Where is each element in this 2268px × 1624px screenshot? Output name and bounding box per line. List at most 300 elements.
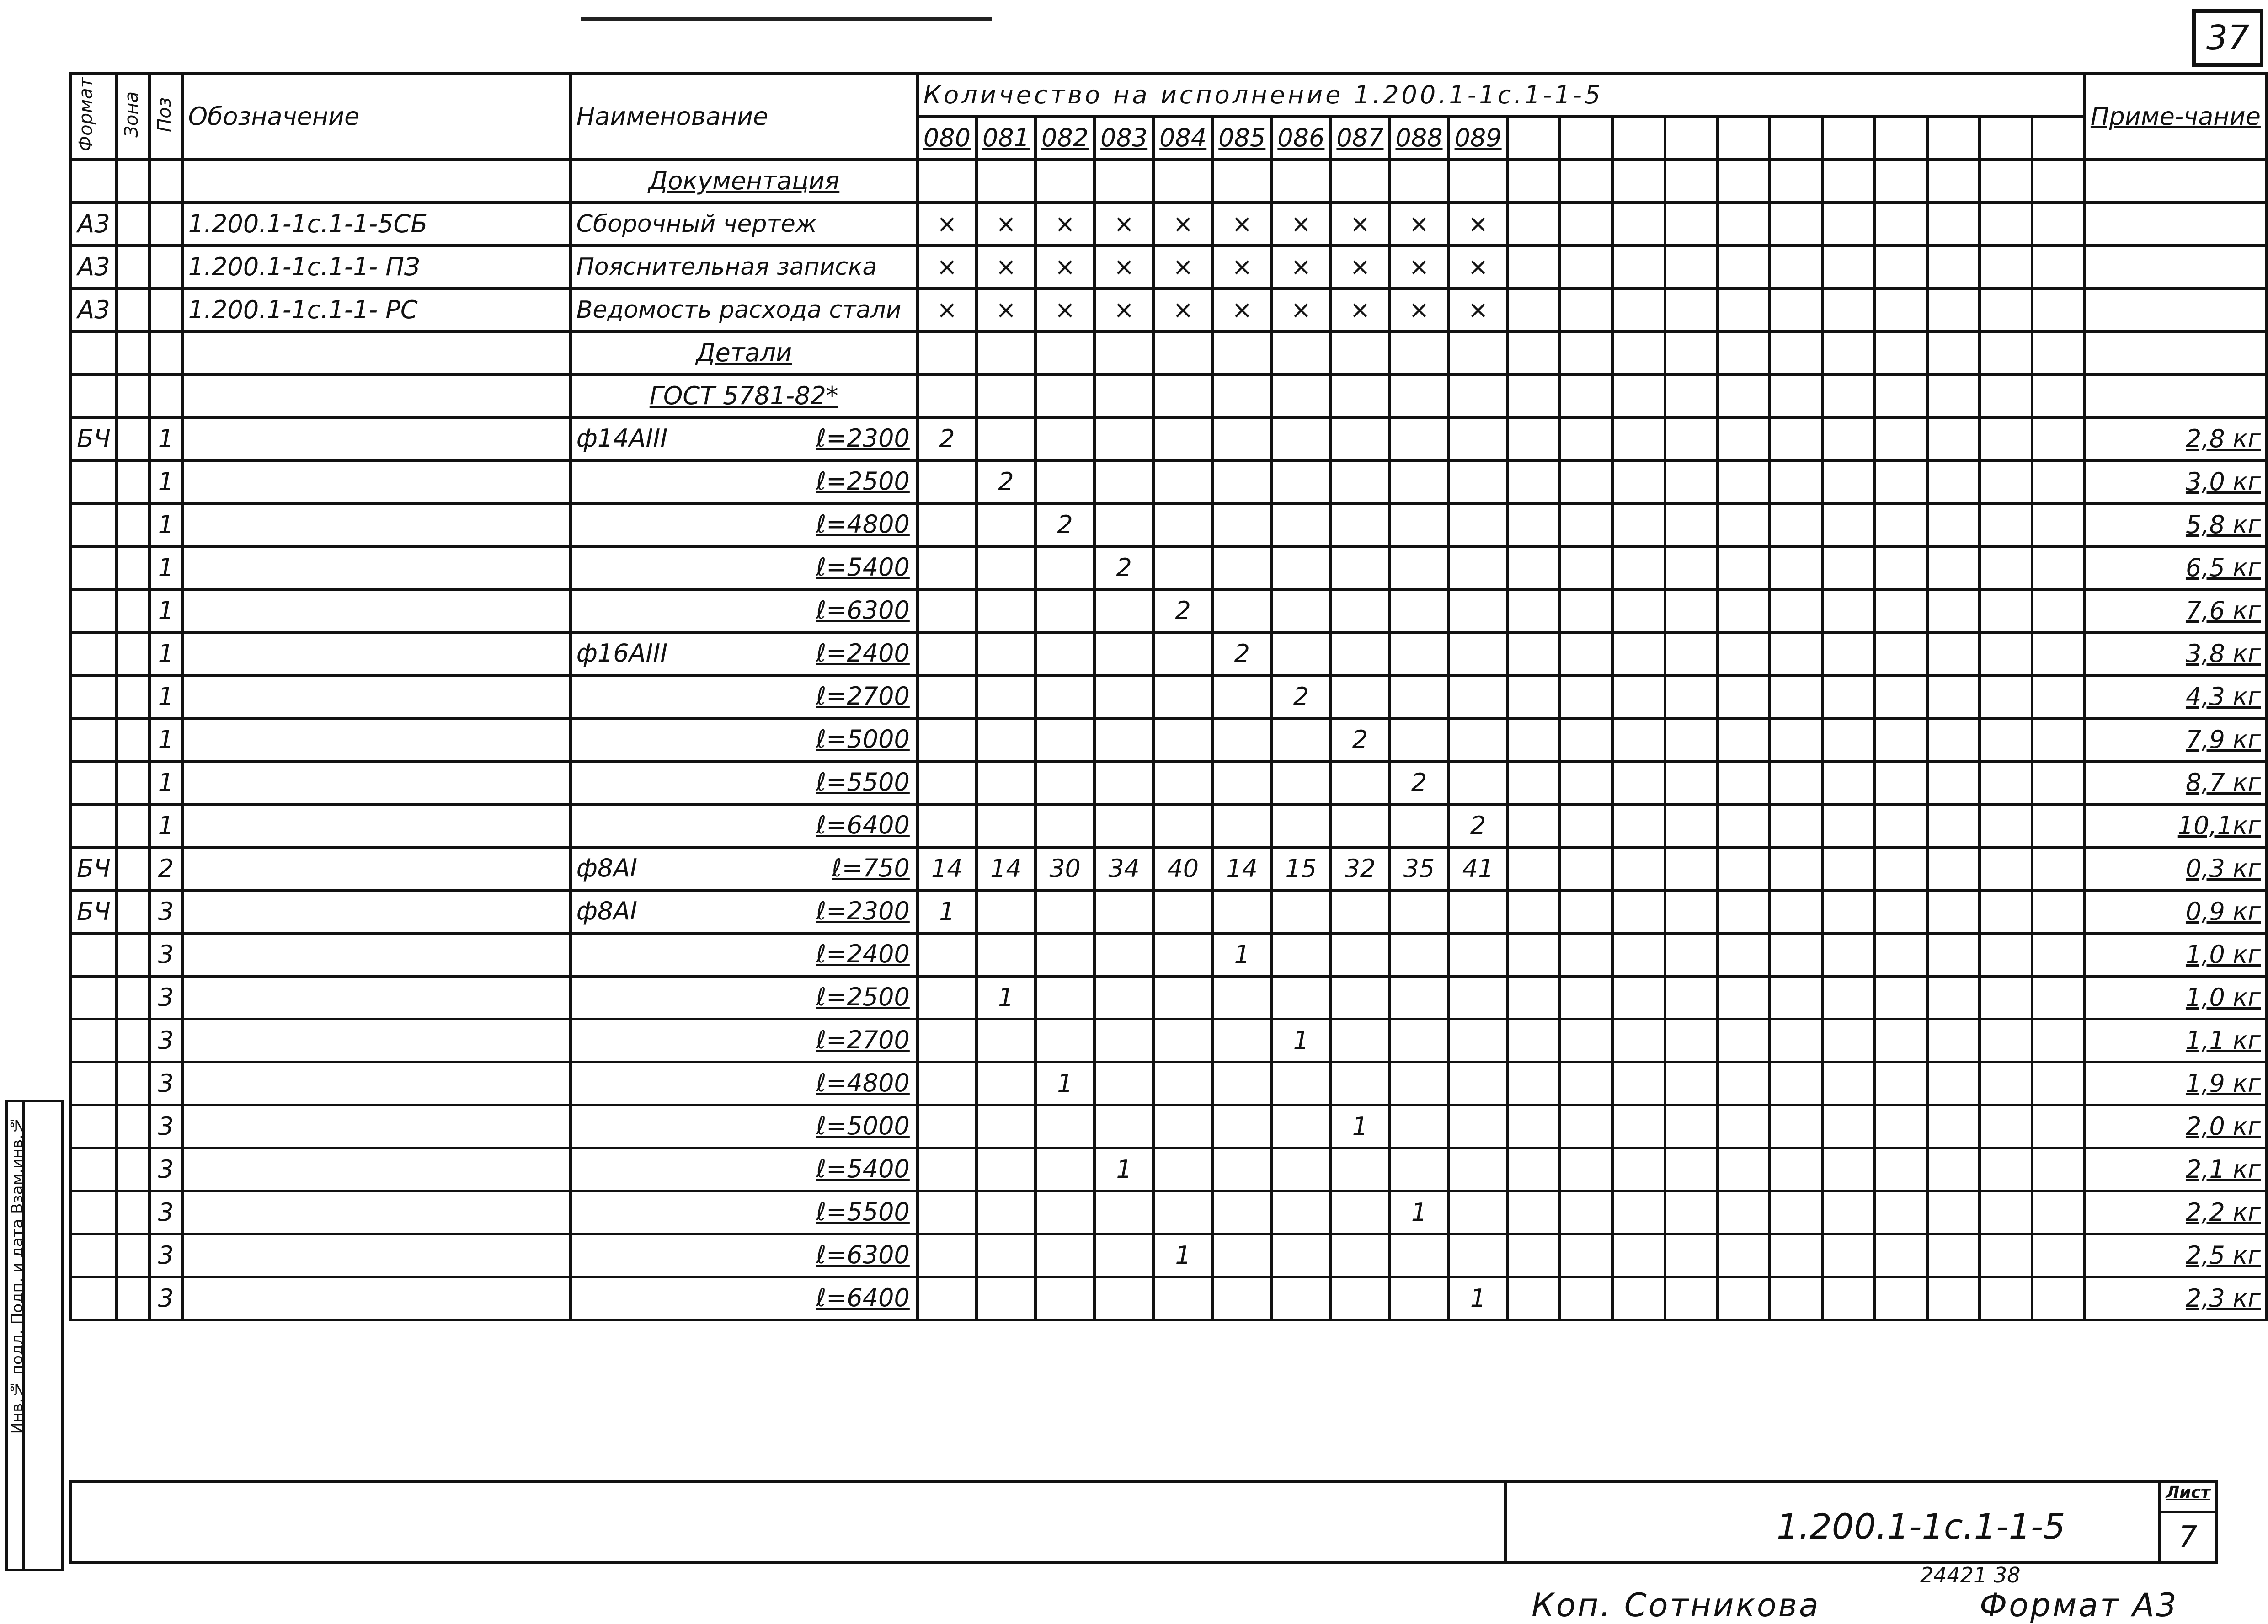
quantity-cell (1212, 718, 1271, 761)
quantity-cell (1980, 417, 2032, 460)
quantity-cell (1330, 976, 1389, 1019)
designation-cell (182, 503, 571, 546)
quantity-cell (1822, 503, 1875, 546)
format-cell: БЧ (71, 847, 117, 890)
document-code: 1.200.1-1с.1-1-5 (1777, 1506, 2065, 1547)
designation-cell (182, 1148, 571, 1191)
quantity-cell (1980, 847, 2032, 890)
quantity-cell (2032, 160, 2085, 203)
quantity-cell (1212, 331, 1271, 374)
quantity-cell (1508, 374, 1560, 417)
quantity-cell (1330, 1148, 1389, 1191)
quantity-cell (1980, 1234, 2032, 1277)
quantity-cell (1770, 546, 1822, 589)
quantity-cell (1212, 976, 1271, 1019)
quantity-cell (1560, 1191, 1612, 1234)
bar-length: ℓ=6400 (816, 811, 910, 839)
quantity-cell (1035, 1148, 1094, 1191)
pos-cell: 3 (149, 1277, 182, 1320)
quantity-cell (1612, 589, 1665, 632)
quantity-cell (1389, 632, 1448, 675)
quantity-cell (1875, 246, 1927, 288)
quantity-cell (1330, 589, 1389, 632)
quantity-cell (1560, 1019, 1612, 1062)
table-row (71, 417, 2267, 460)
quantity-cell (1094, 1062, 1153, 1105)
quantity-cell (918, 976, 977, 1019)
quantity-cell (1330, 675, 1389, 718)
quantity-cell (1330, 1277, 1389, 1320)
bar-length: ℓ=5400 (816, 553, 910, 582)
zone-cell (117, 976, 149, 1019)
quantity-cell (1271, 1148, 1330, 1191)
quantity-cell (2032, 374, 2085, 417)
format-cell (71, 503, 117, 546)
quantity-cell: 2 (1212, 632, 1271, 675)
zone-cell (117, 1062, 149, 1105)
quantity-cell (2032, 460, 2085, 503)
quantity-cell (1094, 503, 1153, 546)
bar-length: ℓ=4800 (816, 1068, 910, 1097)
quantity-cell: × (1271, 288, 1330, 331)
variant-header: 080 (918, 117, 977, 160)
quantity-cell (1153, 374, 1212, 417)
quantity-cell (1035, 1277, 1094, 1320)
format-cell: А3 (71, 288, 117, 331)
quantity-cell (1770, 246, 1822, 288)
quantity-cell (1822, 1277, 1875, 1320)
format-cell (71, 331, 117, 374)
archive-number: 24421 38 (1920, 1563, 2021, 1587)
quantity-cell (1875, 1019, 1927, 1062)
quantity-cell: 2 (977, 460, 1035, 503)
designation-cell: 1.200.1-1с.1-1- ПЗ (182, 246, 571, 288)
quantity-cell (1560, 761, 1612, 804)
table-row (71, 546, 2267, 589)
quantity-cell (918, 933, 977, 976)
quantity-cell (1094, 718, 1153, 761)
quantity-cell (1665, 417, 1718, 460)
quantity-cell (1665, 1062, 1718, 1105)
quantity-cell (1508, 1019, 1560, 1062)
pos-cell (149, 160, 182, 203)
quantity-cell (1449, 976, 1508, 1019)
quantity-cell (977, 890, 1035, 933)
quantity-cell (1875, 203, 1927, 246)
quantity-cell (1271, 1234, 1330, 1277)
quantity-cell (1612, 417, 1665, 460)
quantity-cell (1822, 1234, 1875, 1277)
quantity-cell (1822, 160, 1875, 203)
note-cell: 0,9 кг (2085, 890, 2267, 933)
quantity-cell (1212, 417, 1271, 460)
quantity-cell (977, 417, 1035, 460)
quantity-cell (1389, 589, 1448, 632)
quantity-cell (1271, 976, 1330, 1019)
note-cell (2085, 374, 2267, 417)
quantity-cell (977, 804, 1035, 847)
quantity-cell (1449, 546, 1508, 589)
designation-cell: 1.200.1-1с.1-1- РС (182, 288, 571, 331)
pos-cell (149, 203, 182, 246)
bar-mark: ф14АIII (576, 424, 668, 453)
quantity-cell (1612, 331, 1665, 374)
quantity-cell (1508, 1062, 1560, 1105)
quantity-cell: × (1212, 246, 1271, 288)
quantity-cell (1980, 288, 2032, 331)
designation-cell (182, 632, 571, 675)
quantity-cell (1665, 160, 1718, 203)
quantity-cell (977, 1191, 1035, 1234)
format-cell (71, 761, 117, 804)
quantity-cell (1718, 761, 1770, 804)
format-cell (71, 675, 117, 718)
variant-header: 084 (1153, 117, 1212, 160)
quantity-cell (2032, 288, 2085, 331)
quantity-cell (1770, 1277, 1822, 1320)
quantity-cell (1560, 933, 1612, 976)
designation-cell (182, 1105, 571, 1148)
quantity-cell (1271, 890, 1330, 933)
pos-cell: 1 (149, 460, 182, 503)
quantity-cell (1508, 1277, 1560, 1320)
quantity-cell (1875, 804, 1927, 847)
table-row (71, 203, 2267, 246)
zone-cell (117, 675, 149, 718)
quantity-cell: × (918, 246, 977, 288)
note-cell: 4,3 кг (2085, 675, 2267, 718)
top-rule (581, 17, 992, 21)
quantity-cell (1449, 675, 1508, 718)
pos-cell: 1 (149, 503, 182, 546)
quantity-cell (1612, 761, 1665, 804)
quantity-cell (1612, 976, 1665, 1019)
quantity-cell (977, 331, 1035, 374)
quantity-cell (1560, 1105, 1612, 1148)
quantity-cell (918, 718, 977, 761)
quantity-cell (1508, 589, 1560, 632)
quantity-cell (918, 1148, 977, 1191)
pos-cell: 3 (149, 976, 182, 1019)
quantity-cell (1665, 933, 1718, 976)
quantity-cell: 2 (1035, 503, 1094, 546)
quantity-cell: 2 (1449, 804, 1508, 847)
quantity-cell: × (1330, 246, 1389, 288)
quantity-cell (1330, 761, 1389, 804)
quantity-cell (1153, 331, 1212, 374)
name-cell: Пояснительная записка (571, 246, 918, 288)
quantity-cell (1153, 1148, 1212, 1191)
quantity-cell: 2 (1271, 675, 1330, 718)
quantity-cell (2032, 1191, 2085, 1234)
quantity-cell (2032, 546, 2085, 589)
quantity-cell (1508, 718, 1560, 761)
quantity-cell (1665, 890, 1718, 933)
quantity-cell (1271, 933, 1330, 976)
quantity-cell (1875, 1105, 1927, 1148)
quantity-cell (977, 589, 1035, 632)
pos-cell: 3 (149, 890, 182, 933)
quantity-cell (2032, 1105, 2085, 1148)
section-title: Детали (571, 331, 918, 374)
quantity-cell (1508, 890, 1560, 933)
quantity-cell (2032, 1277, 2085, 1320)
zone-cell (117, 933, 149, 976)
quantity-cell (1449, 1019, 1508, 1062)
pos-cell: 3 (149, 1019, 182, 1062)
quantity-cell (1718, 890, 1770, 933)
quantity-cell (1330, 804, 1389, 847)
quantity-cell (1718, 847, 1770, 890)
quantity-cell (1718, 1105, 1770, 1148)
quantity-cell (1035, 160, 1094, 203)
quantity-cell (1770, 675, 1822, 718)
variant-header (1560, 117, 1612, 160)
quantity-cell (1271, 1062, 1330, 1105)
quantity-cell (1822, 976, 1875, 1019)
quantity-cell (1875, 1148, 1927, 1191)
quantity-cell (1718, 804, 1770, 847)
name-cell (571, 933, 918, 976)
copied-by: Коп. Сотникова (1532, 1587, 1820, 1624)
quantity-cell (1822, 1105, 1875, 1148)
quantity-cell (1927, 374, 1980, 417)
note-cell: 8,7 кг (2085, 761, 2267, 804)
quantity-cell: 34 (1094, 847, 1153, 890)
quantity-cell (1094, 1191, 1153, 1234)
quantity-cell (1212, 1191, 1271, 1234)
quantity-cell (1770, 1191, 1822, 1234)
quantity-cell (1770, 976, 1822, 1019)
quantity-cell (2032, 203, 2085, 246)
quantity-cell (1718, 331, 1770, 374)
quantity-cell (1035, 675, 1094, 718)
quantity-cell: × (977, 246, 1035, 288)
quantity-cell (977, 1019, 1035, 1062)
quantity-cell (1271, 460, 1330, 503)
quantity-cell (918, 761, 977, 804)
quantity-cell (1770, 761, 1822, 804)
quantity-cell (1927, 503, 1980, 546)
pos-cell: 1 (149, 417, 182, 460)
quantity-cell (1212, 1062, 1271, 1105)
pos-cell: 3 (149, 933, 182, 976)
quantity-cell (977, 718, 1035, 761)
quantity-cell (1508, 1105, 1560, 1148)
quantity-cell: 14 (1212, 847, 1271, 890)
quantity-cell (1822, 675, 1875, 718)
quantity-cell (1508, 976, 1560, 1019)
quantity-cell: 2 (1094, 546, 1153, 589)
quantity-cell (977, 1234, 1035, 1277)
quantity-cell (1927, 847, 1980, 890)
quantity-cell (1612, 804, 1665, 847)
zone-cell (117, 460, 149, 503)
quantity-cell: 1 (1271, 1019, 1330, 1062)
quantity-cell (1612, 632, 1665, 675)
note-cell: 2,3 кг (2085, 1277, 2267, 1320)
table-row (71, 847, 2267, 890)
quantity-cell: 1 (1153, 1234, 1212, 1277)
zone-cell (117, 203, 149, 246)
quantity-cell (1718, 632, 1770, 675)
quantity-cell (1980, 331, 2032, 374)
quantity-cell (1927, 160, 1980, 203)
zone-cell (117, 1148, 149, 1191)
quantity-cell (1927, 675, 1980, 718)
quantity-cell (1875, 675, 1927, 718)
table-row (71, 1277, 2267, 1320)
quantity-cell (1875, 1062, 1927, 1105)
quantity-cell (1822, 804, 1875, 847)
quantity-cell (1665, 246, 1718, 288)
quantity-cell: × (1153, 246, 1212, 288)
quantity-cell (1927, 288, 1980, 331)
quantity-cell: 30 (1035, 847, 1094, 890)
zone-cell (117, 1105, 149, 1148)
quantity-cell (1665, 675, 1718, 718)
bar-length: ℓ=750 (832, 854, 910, 882)
table-row (71, 1105, 2267, 1148)
note-cell: 2,5 кг (2085, 1234, 2267, 1277)
quantity-cell (1153, 718, 1212, 761)
quantity-cell: 2 (1330, 718, 1389, 761)
quantity-cell (1770, 460, 1822, 503)
quantity-cell: 1 (1035, 1062, 1094, 1105)
quantity-cell (1612, 288, 1665, 331)
table-row (71, 761, 2267, 804)
quantity-cell (1875, 976, 1927, 1019)
quantity-cell (1330, 1019, 1389, 1062)
quantity-cell (1822, 417, 1875, 460)
quantity-cell (1271, 761, 1330, 804)
name-header: Наименование (571, 74, 918, 160)
bar-length: ℓ=2500 (816, 983, 910, 1011)
quantity-cell (1875, 890, 1927, 933)
quantity-cell (2032, 976, 2085, 1019)
quantity-cell (1035, 460, 1094, 503)
pos-cell: 2 (149, 847, 182, 890)
quantity-cell (918, 1277, 977, 1320)
quantity-cell (1271, 804, 1330, 847)
table-row (71, 503, 2267, 546)
name-cell (571, 1148, 918, 1191)
quantity-cell (1271, 718, 1330, 761)
quantity-cell (1665, 847, 1718, 890)
quantity-cell: × (1449, 246, 1508, 288)
variant-header: 087 (1330, 117, 1389, 160)
quantity-cell (1094, 1019, 1153, 1062)
quantity-cell: × (1153, 288, 1212, 331)
zone-cell (117, 546, 149, 589)
designation-cell (182, 1019, 571, 1062)
note-cell: 7,9 кг (2085, 718, 2267, 761)
quantity-cell (1153, 933, 1212, 976)
quantity-cell: × (1389, 246, 1448, 288)
quantity-cell (1094, 160, 1153, 203)
quantity-cell: × (1330, 288, 1389, 331)
quantity-cell (1875, 460, 1927, 503)
quantity-cell (1875, 503, 1927, 546)
quantity-cell (977, 761, 1035, 804)
note-cell (2085, 203, 2267, 246)
designation-cell (182, 847, 571, 890)
quantity-cell (1389, 1062, 1448, 1105)
quantity-cell: 14 (977, 847, 1035, 890)
quantity-cell (1980, 1105, 2032, 1148)
variant-header (1927, 117, 1980, 160)
name-cell (571, 761, 918, 804)
format-cell (71, 1105, 117, 1148)
quantity-cell (1330, 460, 1389, 503)
quantity-cell (1927, 976, 1980, 1019)
quantity-cell (1980, 1019, 2032, 1062)
quantity-cell (2032, 503, 2085, 546)
quantity-cell (1980, 1191, 2032, 1234)
quantity-cell (1980, 632, 2032, 675)
quantity-cell (1822, 1019, 1875, 1062)
table-row (71, 718, 2267, 761)
quantity-cell (1508, 632, 1560, 675)
quantity-cell (1271, 417, 1330, 460)
format-cell (71, 632, 117, 675)
zone-cell (117, 1019, 149, 1062)
quantity-cell (1770, 160, 1822, 203)
quantity-cell (1560, 1148, 1612, 1191)
quantity-cell (1875, 331, 1927, 374)
zone-cell (117, 331, 149, 374)
quantity-cell (1770, 847, 1822, 890)
quantity-cell (1035, 718, 1094, 761)
quantity-cell (2032, 718, 2085, 761)
quantity-cell: × (918, 203, 977, 246)
quantity-cell (1271, 1105, 1330, 1148)
quantity-cell: × (1094, 288, 1153, 331)
quantity-cell (1980, 675, 2032, 718)
designation-cell (182, 718, 571, 761)
quantity-cell (1927, 246, 1980, 288)
quantity-cell (1718, 675, 1770, 718)
quantity-cell (1927, 1277, 1980, 1320)
quantity-cell: × (1389, 203, 1448, 246)
section-title: Документация (571, 160, 918, 203)
quantity-cell (1094, 460, 1153, 503)
variant-header: 082 (1035, 117, 1094, 160)
quantity-cell: 1 (1212, 933, 1271, 976)
quantity-cell (1665, 761, 1718, 804)
quantity-cell (1212, 589, 1271, 632)
quantity-cell (1508, 1191, 1560, 1234)
quantity-cell (1389, 503, 1448, 546)
format-cell (71, 1234, 117, 1277)
quantity-cell (1449, 1148, 1508, 1191)
pos-cell: 1 (149, 718, 182, 761)
quantity-cell: 2 (918, 417, 977, 460)
quantity-cell (1389, 933, 1448, 976)
quantity-cell (1212, 460, 1271, 503)
quantity-cell (1330, 890, 1389, 933)
quantity-cell (1508, 160, 1560, 203)
quantity-cell (918, 589, 977, 632)
quantity-cell (1330, 1062, 1389, 1105)
quantity-cell (1212, 804, 1271, 847)
table-row (71, 288, 2267, 331)
quantity-cell (1389, 890, 1448, 933)
quantity-cell (1612, 1105, 1665, 1148)
quantity-cell (1508, 331, 1560, 374)
zone-header: Зона (117, 74, 149, 160)
table-row (71, 1148, 2267, 1191)
